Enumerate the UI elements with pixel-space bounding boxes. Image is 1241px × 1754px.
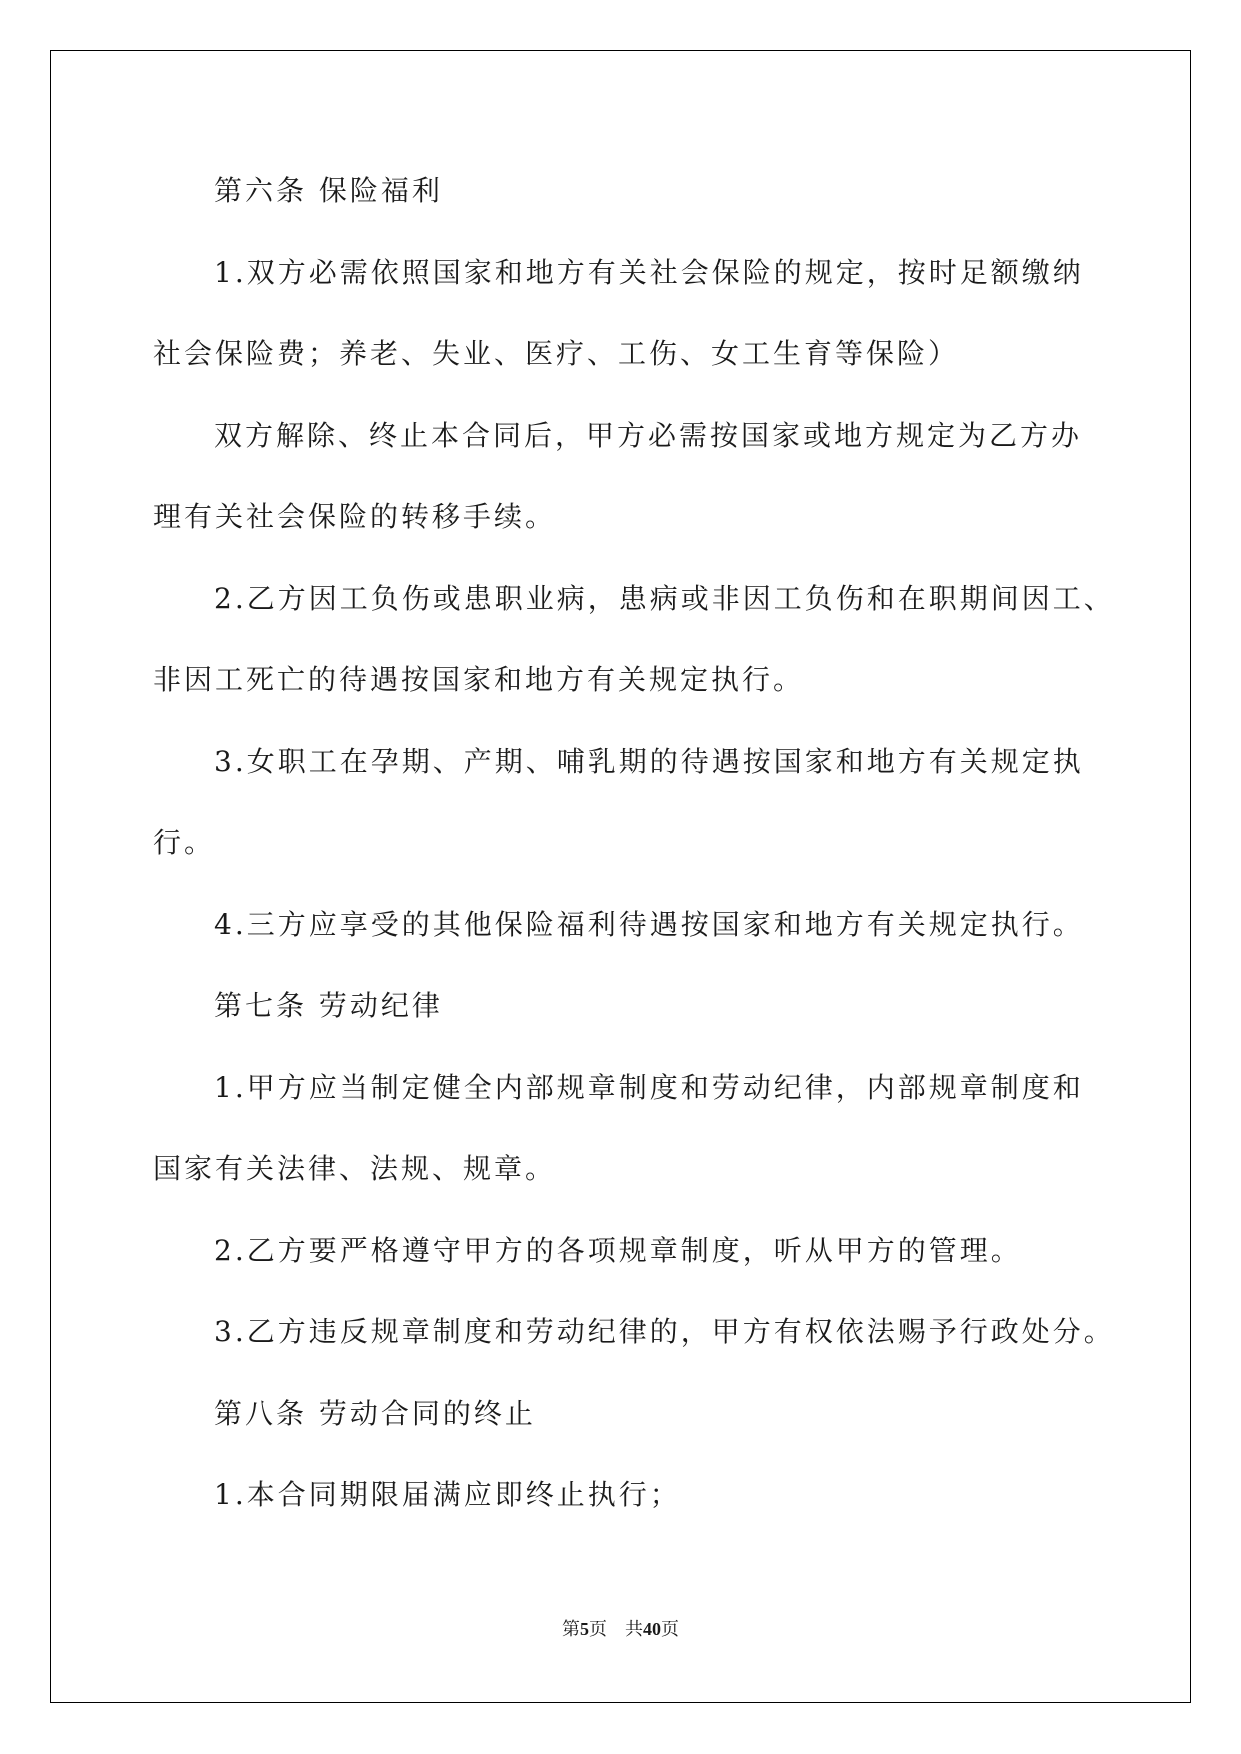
page-suffix: 页	[589, 1619, 607, 1640]
page-number: 5	[580, 1619, 589, 1639]
paragraph-line: 双方解除、终止本合同后，甲方必需按国家或地方规定为乙方办	[214, 419, 1083, 452]
paragraph-line: 行。	[153, 826, 216, 859]
paragraph-line: 国家有关法律、法规、规章。	[153, 1152, 557, 1185]
page-prefix: 第	[562, 1619, 580, 1640]
paragraph-line: 2.乙方要严格遵守甲方的各项规章制度，听从甲方的管理。	[214, 1234, 1022, 1267]
paragraph-line: 1.双方必需依照国家和地方有关社会保险的规定，按时足额缴纳	[214, 256, 1084, 289]
total-suffix: 页	[661, 1619, 679, 1640]
paragraph-line: 3.乙方违反规章制度和劳动纪律的，甲方有权依法赐予行政处分。	[214, 1315, 1115, 1348]
page-border	[50, 50, 1191, 1703]
paragraph-line: 理有关社会保险的转移手续。	[153, 500, 557, 533]
paragraph-line: 1.本合同期限届满应即终止执行；	[214, 1478, 681, 1511]
paragraph-line: 4.三方应享受的其他保险福利待遇按国家和地方有关规定执行。	[214, 908, 1084, 941]
paragraph-line: 3.女职工在孕期、产期、哺乳期的待遇按国家和地方有关规定执	[214, 745, 1084, 778]
article-6-heading: 第六条 保险福利	[214, 174, 443, 207]
paragraph-line: 非因工死亡的待遇按国家和地方有关规定执行。	[153, 663, 805, 696]
paragraph-line: 1.甲方应当制定健全内部规章制度和劳动纪律，内部规章制度和	[214, 1071, 1084, 1104]
article-8-heading: 第八条 劳动合同的终止	[214, 1397, 536, 1430]
page-footer	[0, 1617, 1241, 1642]
paragraph-line: 社会保险费；养老、失业、医疗、工伤、女工生育等保险）	[153, 337, 960, 370]
article-7-heading: 第七条 劳动纪律	[214, 989, 443, 1022]
paragraph-line: 2.乙方因工负伤或患职业病，患病或非因工负伤和在职期间因工、	[214, 582, 1115, 615]
total-pages: 40	[643, 1619, 661, 1639]
total-prefix: 共	[625, 1619, 643, 1640]
